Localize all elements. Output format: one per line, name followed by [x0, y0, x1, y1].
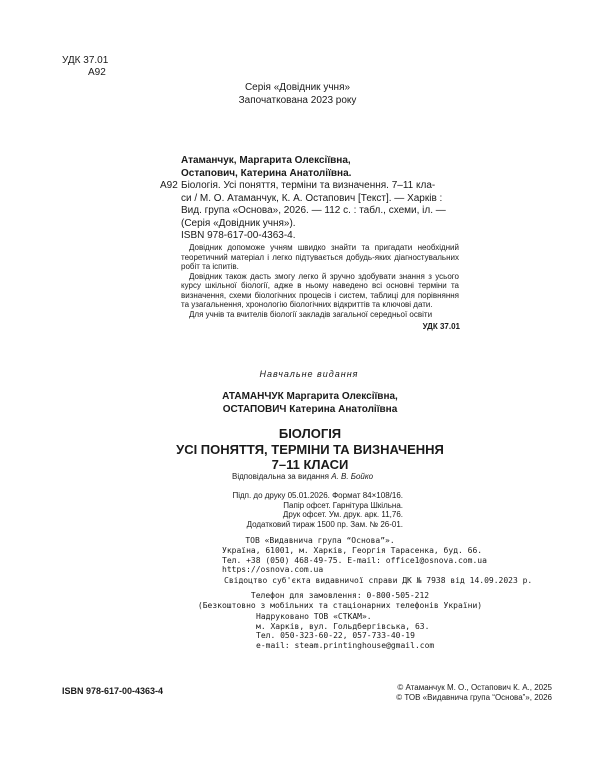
series-started: Започаткована 2023 року [238, 94, 357, 106]
catalog-desc-line-2: си / М. О. Атаманчук, К. А. Остапович [Текст]. — Харків : [181, 192, 443, 204]
copyright-publisher: © ТОВ «Видавнича група “Основа”», 2026 [396, 692, 552, 702]
printer-line-4: e-mail: steam.printinghouse@gmail.com [256, 640, 435, 650]
printer-line-3: Тел. 050-323-60-22, 057-733-40-19 [256, 631, 415, 640]
footer-isbn: ISBN 978-617-00-4363-4 [62, 686, 164, 696]
book-title [0, 426, 595, 473]
editor-label: Відповідальна за видання [232, 472, 332, 481]
catalog-desc-line-3: Вид. група «Основа», 2026. — 112 с. : табл., схеми, іл. — [181, 205, 446, 216]
print-spec-4: Додатковий тираж 1500 пр. Зам. № 26-01. [246, 519, 403, 529]
author-caps-1: АТАМАНЧУК Маргарита Олексіївна, [222, 391, 398, 402]
certificate: Свідоцтво суб'єкта видавничої справи ДК № 7938 від 14.09.2023 р. [224, 576, 533, 585]
author-caps-2: ОСТАПОВИЧ Катерина Анатоліївна [222, 403, 398, 415]
catalog-desc-line-4: (Серія «Довідник учня»). [181, 217, 296, 229]
book-title-line-1: БІОЛОГІЯ [278, 426, 342, 441]
print-specs [200, 491, 403, 529]
annotation-1: Довідник допоможе учням швидко знайти та пригадати необхідний теоретичний матеріал і легко підтувається добудь-яких діагностувальних робіт та іспитів. [181, 243, 459, 271]
printer-line-2: м. Харків, вул. Гольдбергівська, 63. [256, 621, 430, 631]
order-phone [180, 591, 500, 610]
catalog-mark: А92 [160, 180, 178, 191]
series-block [0, 82, 595, 107]
series-name: Серія «Довідник учня» [244, 82, 351, 93]
publisher-site: https://osnova.com.ua [222, 565, 324, 574]
catalog-annotations [181, 243, 459, 319]
catalog-description [181, 180, 461, 230]
authors-caps [0, 391, 595, 416]
catalog-author-2: Остапович, Катерина Анатоліївна. [181, 167, 352, 179]
printer-block [256, 612, 434, 650]
edition-type: Навчальне видання [259, 369, 359, 379]
publisher-address: Україна, 61001, м. Харків, Георгія Тарасенка, буд. 66. [222, 546, 483, 555]
print-spec-3: Друк офсет. Ум. друк. арк. 11,76. [282, 510, 403, 519]
print-spec-2: Папір офсет. Гарнітура Шкільна. [283, 500, 403, 510]
print-spec-1: Підп. до друку 05.01.2026. Формат 84×108/16. [232, 491, 403, 500]
order-phone-line-2: (Безкоштовно з мобільних та стаціонарних телефонів України) [197, 600, 483, 610]
catalog-udc-bottom: УДК 37.01 [422, 322, 460, 331]
publisher-details [222, 546, 487, 575]
catalog-desc-line-1: Біологія. Усі поняття, терміни та визначення. 7–11 кла- [181, 180, 436, 191]
book-title-line-2: УСІ ПОНЯТТЯ, ТЕРМІНИ ТА ВИЗНАЧЕННЯ [176, 441, 444, 457]
editor-line [232, 472, 373, 482]
catalog-author-1: Атаманчук, Маргарита Олексіївна, [181, 155, 351, 166]
footer-copyright [300, 683, 552, 702]
catalog-isbn: ISBN 978-617-00-4363-4. [181, 230, 296, 241]
order-phone-line-1: Телефон для замовлення: 0-800-505-212 [250, 591, 430, 600]
annotation-2: Довідник також дасть змогу легко й зручно здобувати знання з усього курсу шкільної біології, адже в ньому наведено всі основні терміни та визначення, схеми біологічних процесів і систем, таблиці для порівняння та узагальнення, хронологію біологічних відкриттів та ключові дати. [181, 271, 459, 309]
editor-name: А. В. Бойко [331, 472, 374, 481]
publisher-block [180, 536, 460, 546]
annotation-3: Для учнів та вчителів біології закладів загальної середньої освіти [189, 309, 433, 319]
copyright-authors: © Атаманчук М. О., Остапович К. А., 2025 [397, 683, 552, 692]
publisher-name: ТОВ «Видавнича група “Основа”». [245, 536, 395, 545]
catalog-authors [181, 155, 351, 180]
book-title-line-3: 7–11 КЛАСИ [271, 457, 349, 472]
udc-code: УДК 37.01 [62, 55, 109, 66]
udc-author-mark: А92 [88, 67, 106, 78]
publisher-contacts: Тел. +38 (050) 468-49-75. E-mail: office1@osnova.com.ua [222, 555, 487, 565]
printer-line-1: Надруковано ТОВ «СТКАМ». [256, 612, 372, 621]
